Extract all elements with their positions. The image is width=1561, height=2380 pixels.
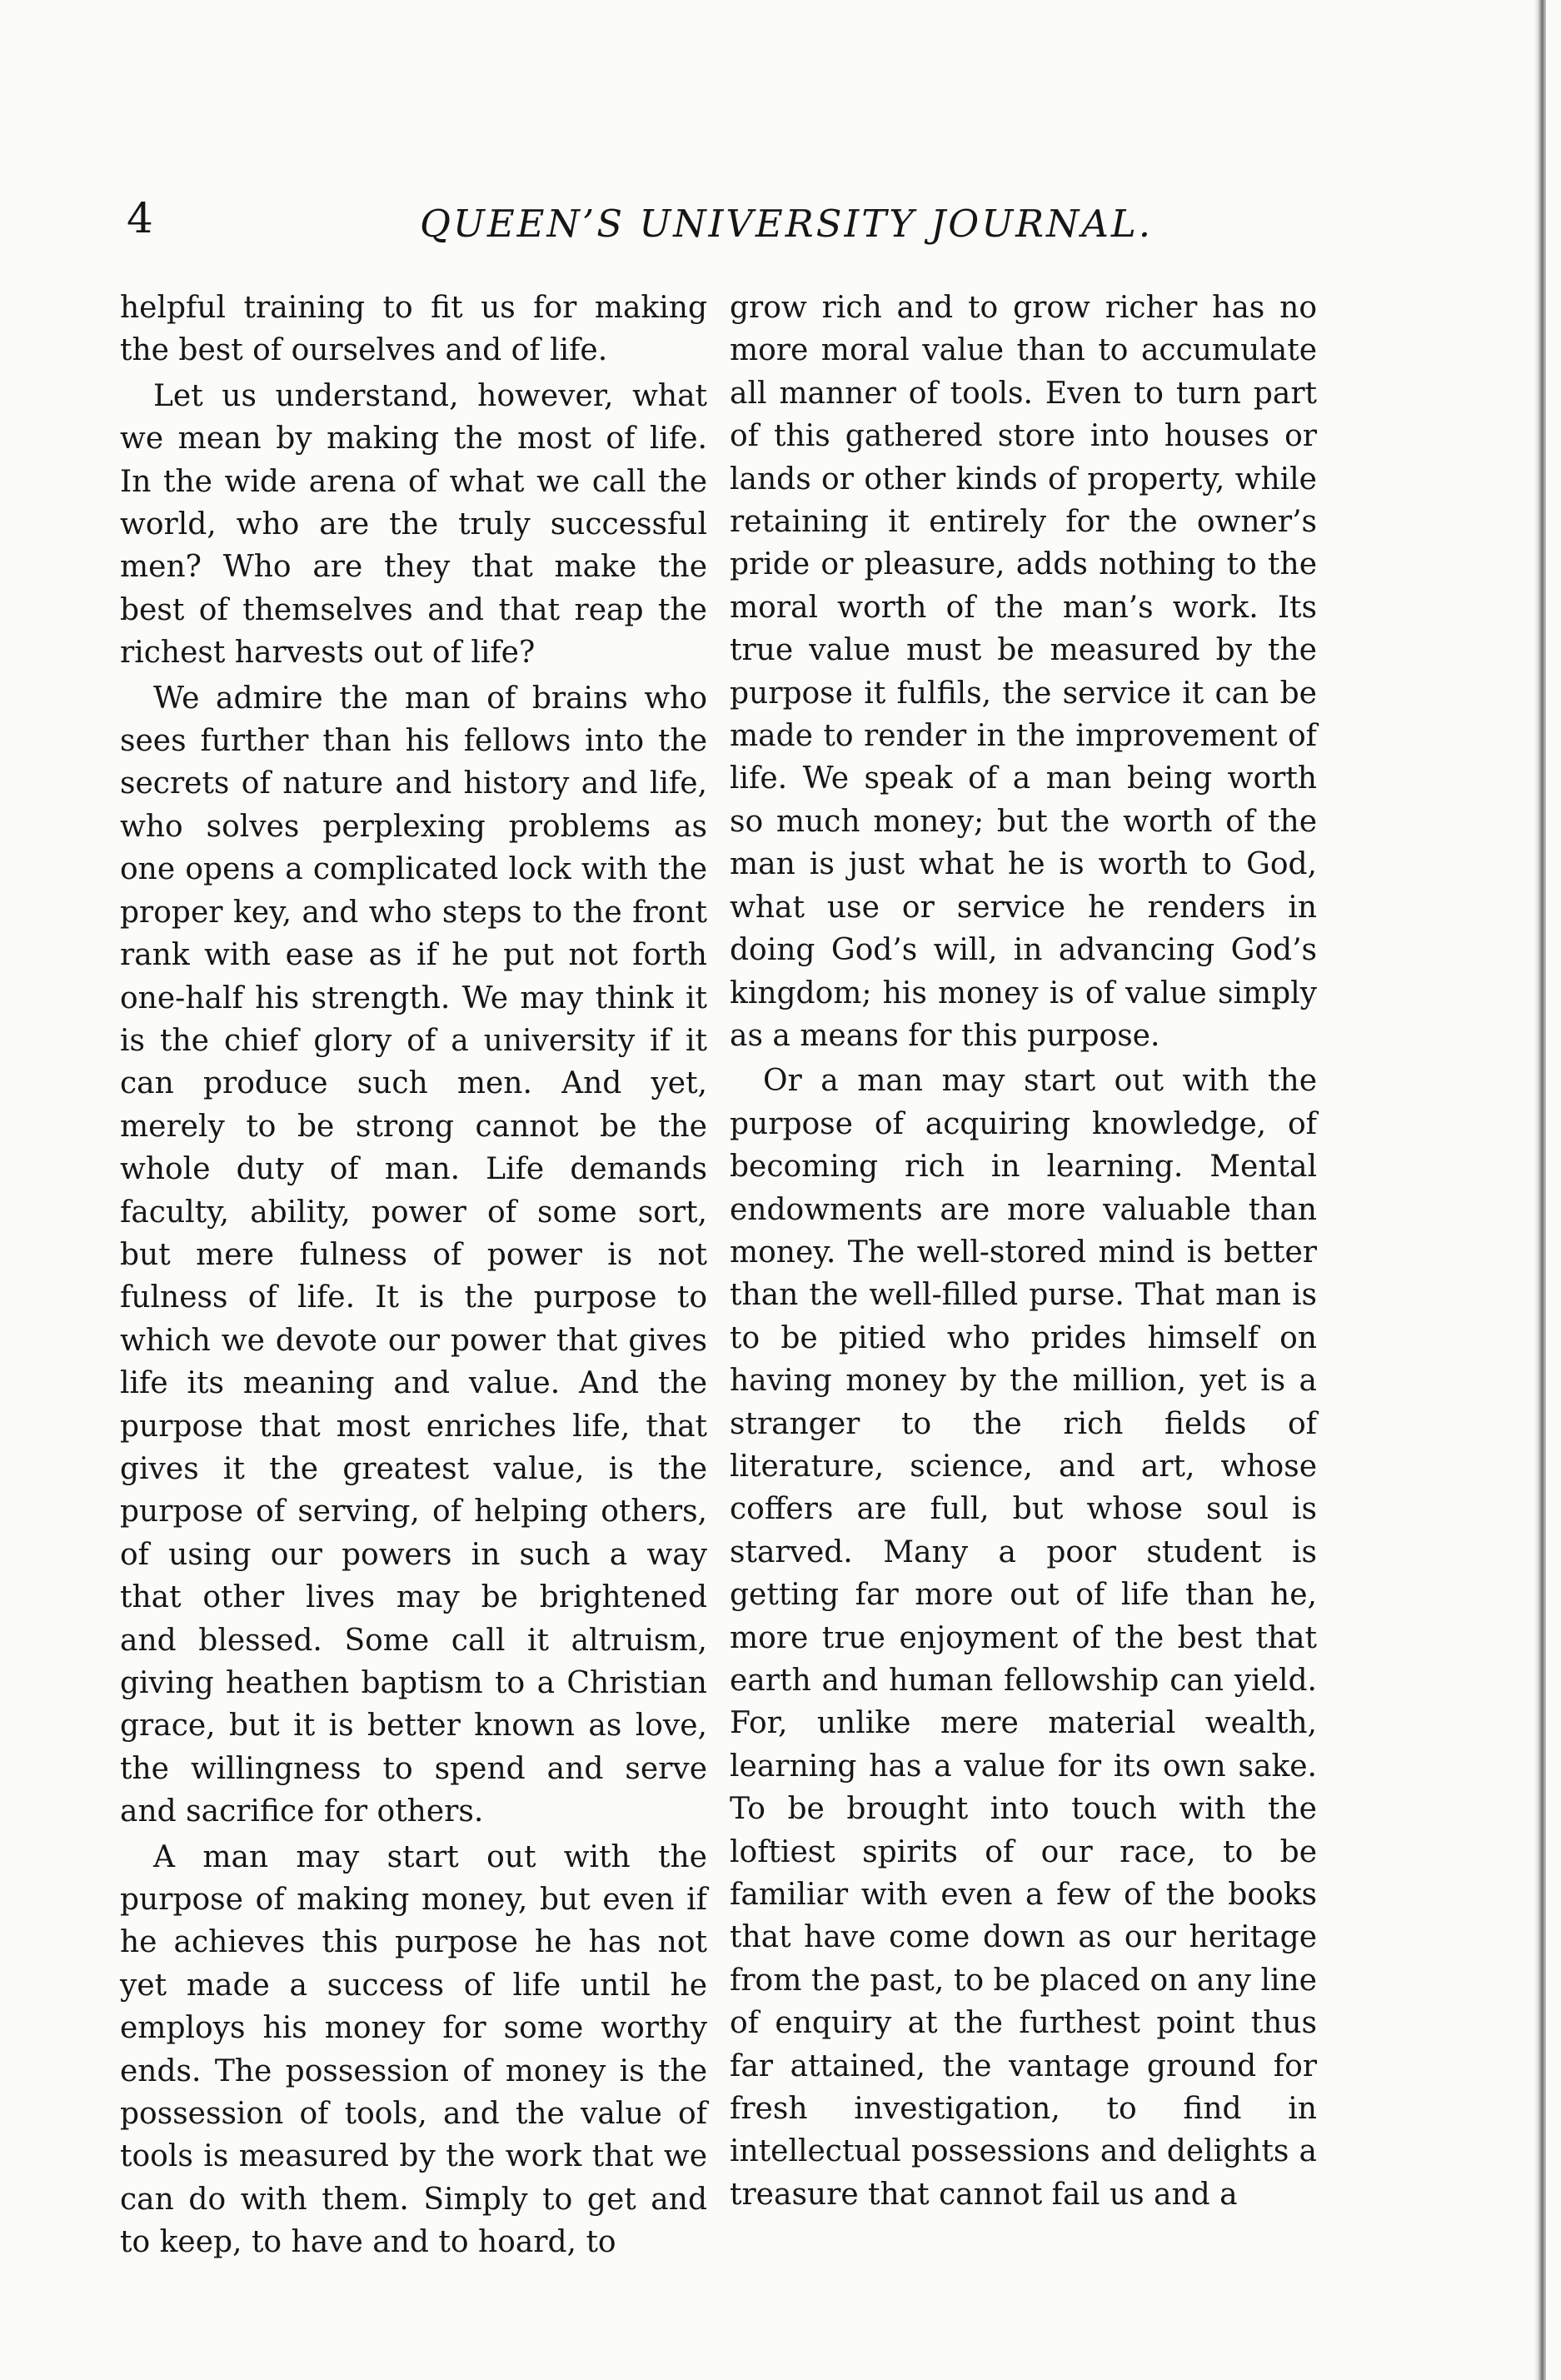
right-text-column <box>730 287 1317 2216</box>
right-paragraph-1: grow rich and to grow richer has no more moral value than to accumulate all manner of tools. Even to turn part of this gathered store into houses or lands or other kinds of property, while retaining it entirely for the owner’s pride or pleasure, adds nothing to the moral worth of the man’s work. Its true value must be measured by the purpose it fulfils, the service it can be made to render in the improvement of life. We speak of a man being worth so much money; but the worth of the man is just what he is worth to God, what use or service he renders in doing God’s will, in advancing God’s kingdom; his money is of value simply as a means for this purpose. <box>730 291 1317 1053</box>
page-binding-edge <box>1534 0 1546 2380</box>
right-paragraph-2: Or a man may start out with the purpose of acquiring knowledge, of becoming rich in learning. Mental endowments are more valuable than money. The well-stored mind is better than the well-filled purse. That man is to be pitied who prides himself on having money by the million, yet is a stranger to the rich fields of literature, science, and art, whose coffers are full, but whose soul is starved. Many a poor student is getting far more out of life than he, more true enjoyment of the best that earth and human fellowship can yield. For, unlike mere material wealth, learning has a value for its own sake. To be brought into touch with the loftiest spirits of our race, to be familiar with even a few of the books that have come down as our heritage from the past, to be placed on any line of enquiry at the furthest point thus far attained, the vantage ground for fresh investigation, to find in intellectual possessions and delights a treasure that cannot fail us and a <box>730 1064 1317 2212</box>
left-paragraph-1: helpful training to fit us for making the best of ourselves and of life. <box>120 291 707 368</box>
page-number: 4 <box>127 194 153 242</box>
left-text-column <box>120 287 707 2264</box>
left-paragraph-3: We admire the man of brains who sees further than his fellows into the secrets of nature and history and life, who solves perplexing problems as one opens a complicated lock with the proper key, and who steps to the front rank with ease as if he put not forth one-half his strength. We may think it is the chief glory of a university if it can produce such men. And yet, merely to be strong cannot be the whole duty of man. Life demands faculty, ability, power of some sort, but mere fulness of power is not fulness of life. It is the purpose to which we devote our power that gives life its meaning and value. And the purpose that most enriches life, that gives it the greatest value, is the purpose of serving, of helping others, of using our powers in such a way that other lives may be brightened and blessed. Some call it altruism, giving heathen baptism to a Christian grace, but it is better known as love, the willingness to spend and serve and sacrifice for others. <box>120 681 707 1829</box>
left-paragraph-4: A man may start out with the purpose of making money, but even if he achieves this purpose he has not yet made a success of life until he employs his money for some worthy ends. The possession of money is the possession of tools, and the value of tools is measured by the work that we can do with them. Simply to get and to keep, to have and to hoard, to <box>120 1839 707 2260</box>
running-head-title: QUEEN’S UNIVERSITY JOURNAL. <box>420 202 1154 246</box>
left-paragraph-2: Let us understand, however, what we mean by making the most of life. In the wide arena of what we call the world, who are the truly successful men? Who are they that make the best of themselves and that reap the richest harvests out of life? <box>120 378 707 671</box>
